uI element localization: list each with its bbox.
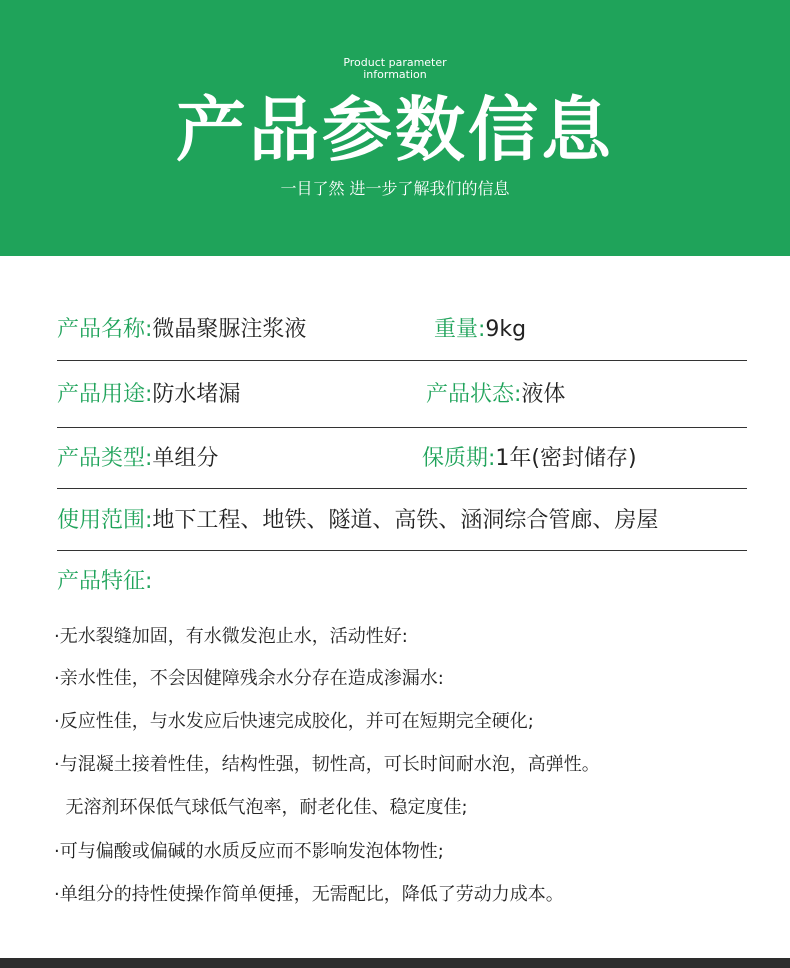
product-name-label: 产品名称: — [57, 317, 153, 342]
product-state-label: 产品状态: — [426, 382, 522, 407]
shelf-life-field — [422, 443, 637, 475]
banner-english-line-2: information — [363, 68, 427, 81]
product-type-value: 单组分 — [152, 446, 219, 471]
product-use-field — [57, 379, 240, 411]
weight-label: 重量: — [434, 317, 486, 342]
banner-english-line-1: Product parameter — [343, 56, 447, 69]
feature-item: ·与混凝土接着性佳，结构性强，韧性高，可长时间耐水泡，高弹性。 — [54, 754, 600, 775]
shelf-life-label: 保质期: — [422, 446, 496, 471]
product-use-label: 产品用途: — [57, 382, 153, 407]
page-title: 产品参数信息 — [176, 89, 614, 171]
row-divider — [57, 488, 747, 489]
feature-item: ·亲水性佳，不会因健障残余水分存在造成渗漏水: — [54, 668, 444, 689]
feature-item: 无溶剂环保低气球低气泡率，耐老化佳、稳定度佳; — [54, 797, 468, 818]
feature-item: ·单组分的持性使操作简单便捶，无需配比，降低了劳动力成本。 — [54, 884, 564, 905]
product-type-field — [57, 443, 218, 475]
header-banner — [0, 0, 790, 256]
row-divider — [57, 360, 747, 361]
feature-item: ·反应性佳，与水发应后快速完成胶化，并可在短期完全硬化; — [54, 711, 534, 732]
feature-item: ·可与偏酸或偏碱的水质反应而不影响发泡体物性; — [54, 841, 444, 862]
features-title: 产品特征: — [57, 569, 153, 594]
usage-scope-label: 使用范围: — [57, 508, 153, 533]
usage-scope-field — [57, 505, 658, 537]
bottom-bar — [0, 958, 790, 968]
product-type-label: 产品类型: — [57, 446, 153, 471]
product-name-field — [57, 314, 306, 346]
page-subtitle: 一目了然 进一步了解我们的信息 — [280, 179, 510, 198]
shelf-life-value: 1年(密封储存) — [495, 446, 637, 471]
feature-item: ·无水裂缝加固，有水微发泡止水，活动性好: — [54, 626, 408, 647]
weight-field — [434, 314, 526, 346]
row-divider — [57, 427, 747, 428]
product-state-field — [426, 379, 565, 411]
usage-scope-value: 地下工程、地铁、隧道、高铁、涵洞综合管廊、房屋 — [152, 508, 659, 533]
product-state-value: 液体 — [521, 382, 566, 407]
product-use-value: 防水堵漏 — [152, 382, 241, 407]
row-divider — [57, 550, 747, 551]
product-name-value: 微晶聚脲注浆液 — [152, 317, 307, 342]
weight-value: 9kg — [485, 317, 527, 342]
